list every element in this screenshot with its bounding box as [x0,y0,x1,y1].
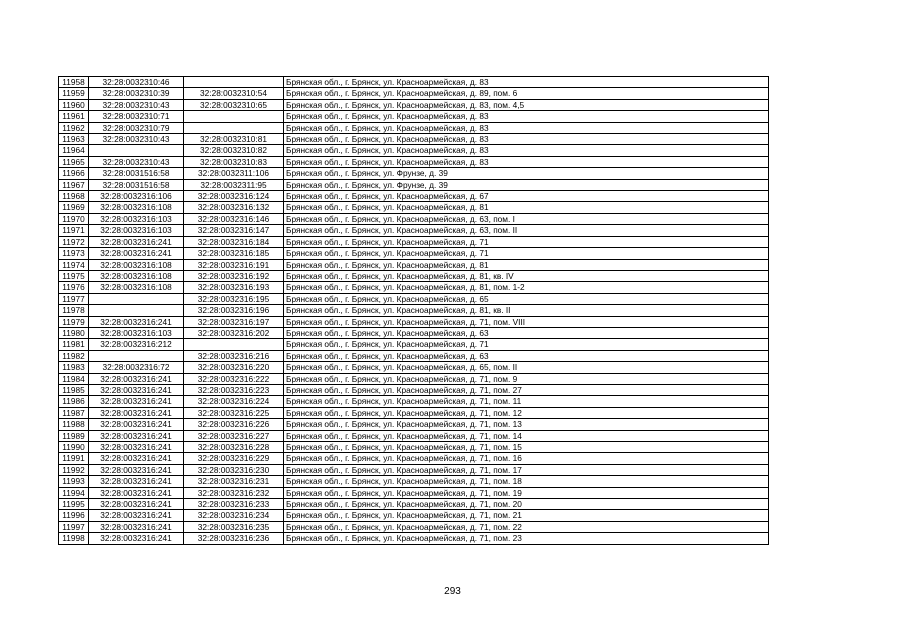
row-number-cell: 11979 [59,316,89,327]
address-cell: Брянская обл., г. Брянск, ул. Красноармейская, д. 71 [284,248,769,259]
cadastral-number-cell [89,293,184,304]
address-cell: Брянская обл., г. Брянск, ул. Фрунзе, д. 39 [284,179,769,190]
address-cell: Брянская обл., г. Брянск, ул. Красноармейская, д. 71, пом. 9 [284,373,769,384]
related-cadastral-number-cell: 32:28:0032316:147 [184,225,284,236]
table-row [59,384,769,395]
address-cell: Брянская обл., г. Брянск, ул. Красноармейская, д. 81 [284,202,769,213]
cadastral-number-cell: 32:28:0031516:58 [89,168,184,179]
address-cell: Брянская обл., г. Брянск, ул. Красноармейская, д. 63, пом. II [284,225,769,236]
table-row [59,236,769,247]
cadastral-number-cell: 32:28:0032316:241 [89,407,184,418]
related-cadastral-number-cell: 32:28:0032316:229 [184,453,284,464]
address-cell: Брянская обл., г. Брянск, ул. Красноармейская, д. 63 [284,327,769,338]
table-row [59,533,769,544]
table-row [59,464,769,475]
related-cadastral-number-cell: 32:28:0032316:191 [184,259,284,270]
table-row [59,339,769,350]
related-cadastral-number-cell: 32:28:0032316:226 [184,419,284,430]
row-number-cell: 11968 [59,191,89,202]
cadastral-number-cell: 32:28:0032316:241 [89,430,184,441]
row-number-cell: 11976 [59,282,89,293]
table-row [59,111,769,122]
address-cell: Брянская обл., г. Брянск, ул. Красноармейская, д. 83 [284,156,769,167]
table-row [59,407,769,418]
row-number-cell: 11971 [59,225,89,236]
related-cadastral-number-cell: 32:28:0032310:54 [184,88,284,99]
address-cell: Брянская обл., г. Брянск, ул. Красноармейская, д. 83 [284,145,769,156]
row-number-cell: 11985 [59,384,89,395]
table-row [59,156,769,167]
table-row [59,499,769,510]
related-cadastral-number-cell: 32:28:0032316:227 [184,430,284,441]
cadastral-number-cell [89,350,184,361]
row-number-cell: 11992 [59,464,89,475]
page-number: 293 [444,586,461,597]
row-number-cell: 11969 [59,202,89,213]
cadastral-number-cell: 32:28:0032316:241 [89,316,184,327]
address-cell: Брянская обл., г. Брянск, ул. Красноармейская, д. 81 [284,259,769,270]
related-cadastral-number-cell: 32:28:0032316:146 [184,213,284,224]
address-cell: Брянская обл., г. Брянск, ул. Красноармейская, д. 71, пом. 18 [284,476,769,487]
address-cell: Брянская обл., г. Брянск, ул. Красноармейская, д. 83 [284,122,769,133]
table-row [59,327,769,338]
address-cell: Брянская обл., г. Брянск, ул. Красноармейская, д. 71, пом. VIII [284,316,769,327]
related-cadastral-number-cell: 32:28:0032316:232 [184,487,284,498]
related-cadastral-number-cell: 32:28:0032311:95 [184,179,284,190]
cadastral-number-cell: 32:28:0032316:108 [89,202,184,213]
related-cadastral-number-cell: 32:28:0032316:233 [184,499,284,510]
related-cadastral-number-cell: 32:28:0032316:216 [184,350,284,361]
address-cell: Брянская обл., г. Брянск, ул. Красноармейская, д. 89, пом. 6 [284,88,769,99]
table-row [59,419,769,430]
address-cell: Брянская обл., г. Брянск, ул. Красноармейская, д. 71, пом. 15 [284,442,769,453]
row-number-cell: 11982 [59,350,89,361]
row-number-cell: 11973 [59,248,89,259]
table-row [59,77,769,88]
cadastral-number-cell: 32:28:0032310:43 [89,99,184,110]
address-cell: Брянская обл., г. Брянск, ул. Красноармейская, д. 81, кв. IV [284,270,769,281]
row-number-cell: 11983 [59,362,89,373]
address-cell: Брянская обл., г. Брянск, ул. Красноармейская, д. 71, пом. 22 [284,521,769,532]
related-cadastral-number-cell: 32:28:0032316:124 [184,191,284,202]
related-cadastral-number-cell: 32:28:0032316:235 [184,521,284,532]
row-number-cell: 11978 [59,305,89,316]
related-cadastral-number-cell: 32:28:0032316:222 [184,373,284,384]
address-cell: Брянская обл., г. Брянск, ул. Красноармейская, д. 65, пом. II [284,362,769,373]
registry-table-body [59,77,769,545]
row-number-cell: 11977 [59,293,89,304]
address-cell: Брянская обл., г. Брянск, ул. Красноармейская, д. 71, пом. 14 [284,430,769,441]
address-cell: Брянская обл., г. Брянск, ул. Красноармейская, д. 83 [284,111,769,122]
row-number-cell: 11975 [59,270,89,281]
cadastral-number-cell: 32:28:0032316:241 [89,248,184,259]
table-row [59,191,769,202]
cadastral-number-cell: 32:28:0032316:241 [89,487,184,498]
related-cadastral-number-cell: 32:28:0032316:184 [184,236,284,247]
related-cadastral-number-cell: 32:28:0032316:195 [184,293,284,304]
row-number-cell: 11974 [59,259,89,270]
address-cell: Брянская обл., г. Брянск, ул. Красноармейская, д. 81, пом. 1-2 [284,282,769,293]
row-number-cell: 11997 [59,521,89,532]
table-row [59,430,769,441]
cadastral-number-cell: 32:28:0032316:108 [89,270,184,281]
address-cell: Брянская обл., г. Брянск, ул. Красноармейская, д. 63 [284,350,769,361]
table-row [59,202,769,213]
related-cadastral-number-cell: 32:28:0032316:202 [184,327,284,338]
table-row [59,270,769,281]
cadastral-number-cell [89,145,184,156]
related-cadastral-number-cell: 32:28:0032316:196 [184,305,284,316]
address-cell: Брянская обл., г. Брянск, ул. Красноармейская, д. 71, пом. 19 [284,487,769,498]
table-row [59,259,769,270]
table-row [59,521,769,532]
cadastral-number-cell: 32:28:0032316:241 [89,464,184,475]
cadastral-number-cell: 32:28:0032316:241 [89,236,184,247]
cadastral-number-cell: 32:28:0032310:79 [89,122,184,133]
row-number-cell: 11998 [59,533,89,544]
cadastral-number-cell: 32:28:0032316:212 [89,339,184,350]
related-cadastral-number-cell [184,111,284,122]
related-cadastral-number-cell [184,339,284,350]
cadastral-number-cell: 32:28:0032316:106 [89,191,184,202]
row-number-cell: 11995 [59,499,89,510]
cadastral-number-cell: 32:28:0032316:241 [89,373,184,384]
table-row [59,88,769,99]
table-row [59,134,769,145]
address-cell: Брянская обл., г. Брянск, ул. Красноармейская, д. 63, пом. I [284,213,769,224]
related-cadastral-number-cell: 32:28:0032316:132 [184,202,284,213]
address-cell: Брянская обл., г. Брянск, ул. Красноармейская, д. 71, пом. 13 [284,419,769,430]
cadastral-number-cell: 32:28:0032310:39 [89,88,184,99]
cadastral-number-cell: 32:28:0032316:241 [89,419,184,430]
address-cell: Брянская обл., г. Брянск, ул. Красноармейская, д. 83 [284,77,769,88]
row-number-cell: 11958 [59,77,89,88]
address-cell: Брянская обл., г. Брянск, ул. Красноармейская, д. 71 [284,236,769,247]
table-row [59,248,769,259]
cadastral-number-cell: 32:28:0032316:241 [89,533,184,544]
table-row [59,316,769,327]
related-cadastral-number-cell [184,77,284,88]
cadastral-number-cell: 32:28:0031516:58 [89,179,184,190]
related-cadastral-number-cell: 32:28:0032316:234 [184,510,284,521]
address-cell: Брянская обл., г. Брянск, ул. Красноармейская, д. 83, пом. 4,5 [284,99,769,110]
related-cadastral-number-cell: 32:28:0032316:185 [184,248,284,259]
table-row [59,145,769,156]
row-number-cell: 11991 [59,453,89,464]
cadastral-number-cell: 32:28:0032316:241 [89,442,184,453]
address-cell: Брянская обл., г. Брянск, ул. Красноармейская, д. 67 [284,191,769,202]
cadastral-number-cell: 32:28:0032316:241 [89,453,184,464]
related-cadastral-number-cell: 32:28:0032316:192 [184,270,284,281]
cadastral-number-cell: 32:28:0032316:103 [89,213,184,224]
address-cell: Брянская обл., г. Брянск, ул. Красноармейская, д. 71, пом. 17 [284,464,769,475]
table-row [59,99,769,110]
row-number-cell: 11964 [59,145,89,156]
cadastral-number-cell: 32:28:0032316:241 [89,384,184,395]
related-cadastral-number-cell: 32:28:0032316:223 [184,384,284,395]
table-row [59,225,769,236]
cadastral-number-cell: 32:28:0032310:46 [89,77,184,88]
row-number-cell: 11963 [59,134,89,145]
table-row [59,293,769,304]
cadastral-number-cell: 32:28:0032316:103 [89,327,184,338]
row-number-cell: 11984 [59,373,89,384]
cadastral-number-cell: 32:28:0032316:241 [89,521,184,532]
address-cell: Брянская обл., г. Брянск, ул. Красноармейская, д. 71, пом. 23 [284,533,769,544]
address-cell: Брянская обл., г. Брянск, ул. Фрунзе, д. 39 [284,168,769,179]
address-cell: Брянская обл., г. Брянск, ул. Красноармейская, д. 71, пом. 12 [284,407,769,418]
row-number-cell: 11987 [59,407,89,418]
cadastral-number-cell: 32:28:0032310:43 [89,134,184,145]
address-cell: Брянская обл., г. Брянск, ул. Красноармейская, д. 71, пом. 20 [284,499,769,510]
table-row [59,168,769,179]
row-number-cell: 11967 [59,179,89,190]
related-cadastral-number-cell: 32:28:0032316:225 [184,407,284,418]
table-row [59,453,769,464]
table-row [59,487,769,498]
table-row [59,350,769,361]
table-row [59,213,769,224]
address-cell: Брянская обл., г. Брянск, ул. Красноармейская, д. 71, пом. 16 [284,453,769,464]
address-cell: Брянская обл., г. Брянск, ул. Красноармейская, д. 81, кв. II [284,305,769,316]
row-number-cell: 11986 [59,396,89,407]
cadastral-number-cell: 32:28:0032316:241 [89,510,184,521]
table-row [59,373,769,384]
cadastral-number-cell: 32:28:0032310:43 [89,156,184,167]
table-row [59,282,769,293]
related-cadastral-number-cell: 32:28:0032316:228 [184,442,284,453]
related-cadastral-number-cell: 32:28:0032316:224 [184,396,284,407]
address-cell: Брянская обл., г. Брянск, ул. Красноармейская, д. 83 [284,134,769,145]
address-cell: Брянская обл., г. Брянск, ул. Красноармейская, д. 71, пом. 11 [284,396,769,407]
registry-table [58,76,769,545]
row-number-cell: 11980 [59,327,89,338]
cadastral-number-cell: 32:28:0032316:103 [89,225,184,236]
cadastral-number-cell: 32:28:0032310:71 [89,111,184,122]
address-cell: Брянская обл., г. Брянск, ул. Красноармейская, д. 71 [284,339,769,350]
row-number-cell: 11993 [59,476,89,487]
row-number-cell: 11996 [59,510,89,521]
row-number-cell: 11994 [59,487,89,498]
row-number-cell: 11960 [59,99,89,110]
row-number-cell: 11965 [59,156,89,167]
row-number-cell: 11966 [59,168,89,179]
table-row [59,442,769,453]
table-row [59,179,769,190]
row-number-cell: 11961 [59,111,89,122]
cadastral-number-cell: 32:28:0032316:241 [89,476,184,487]
cadastral-number-cell: 32:28:0032316:108 [89,259,184,270]
row-number-cell: 11972 [59,236,89,247]
table-row [59,362,769,373]
related-cadastral-number-cell: 32:28:0032310:83 [184,156,284,167]
table-row [59,122,769,133]
related-cadastral-number-cell: 32:28:0032310:65 [184,99,284,110]
address-cell: Брянская обл., г. Брянск, ул. Красноармейская, д. 65 [284,293,769,304]
related-cadastral-number-cell: 32:28:0032316:220 [184,362,284,373]
related-cadastral-number-cell: 32:28:0032316:231 [184,476,284,487]
related-cadastral-number-cell: 32:28:0032316:230 [184,464,284,475]
related-cadastral-number-cell [184,122,284,133]
row-number-cell: 11981 [59,339,89,350]
related-cadastral-number-cell: 32:28:0032310:81 [184,134,284,145]
table-row [59,476,769,487]
cadastral-number-cell: 32:28:0032316:241 [89,499,184,510]
cadastral-number-cell: 32:28:0032316:241 [89,396,184,407]
related-cadastral-number-cell: 32:28:0032311:106 [184,168,284,179]
row-number-cell: 11970 [59,213,89,224]
row-number-cell: 11990 [59,442,89,453]
related-cadastral-number-cell: 32:28:0032316:193 [184,282,284,293]
related-cadastral-number-cell: 32:28:0032316:236 [184,533,284,544]
table-row [59,510,769,521]
cadastral-number-cell [89,305,184,316]
row-number-cell: 11989 [59,430,89,441]
address-cell: Брянская обл., г. Брянск, ул. Красноармейская, д. 71, пом. 27 [284,384,769,395]
cadastral-number-cell: 32:28:0032316:72 [89,362,184,373]
table-row [59,305,769,316]
related-cadastral-number-cell: 32:28:0032316:197 [184,316,284,327]
cadastral-number-cell: 32:28:0032316:108 [89,282,184,293]
row-number-cell: 11962 [59,122,89,133]
address-cell: Брянская обл., г. Брянск, ул. Красноармейская, д. 71, пом. 21 [284,510,769,521]
row-number-cell: 11988 [59,419,89,430]
related-cadastral-number-cell: 32:28:0032310:82 [184,145,284,156]
table-row [59,396,769,407]
row-number-cell: 11959 [59,88,89,99]
